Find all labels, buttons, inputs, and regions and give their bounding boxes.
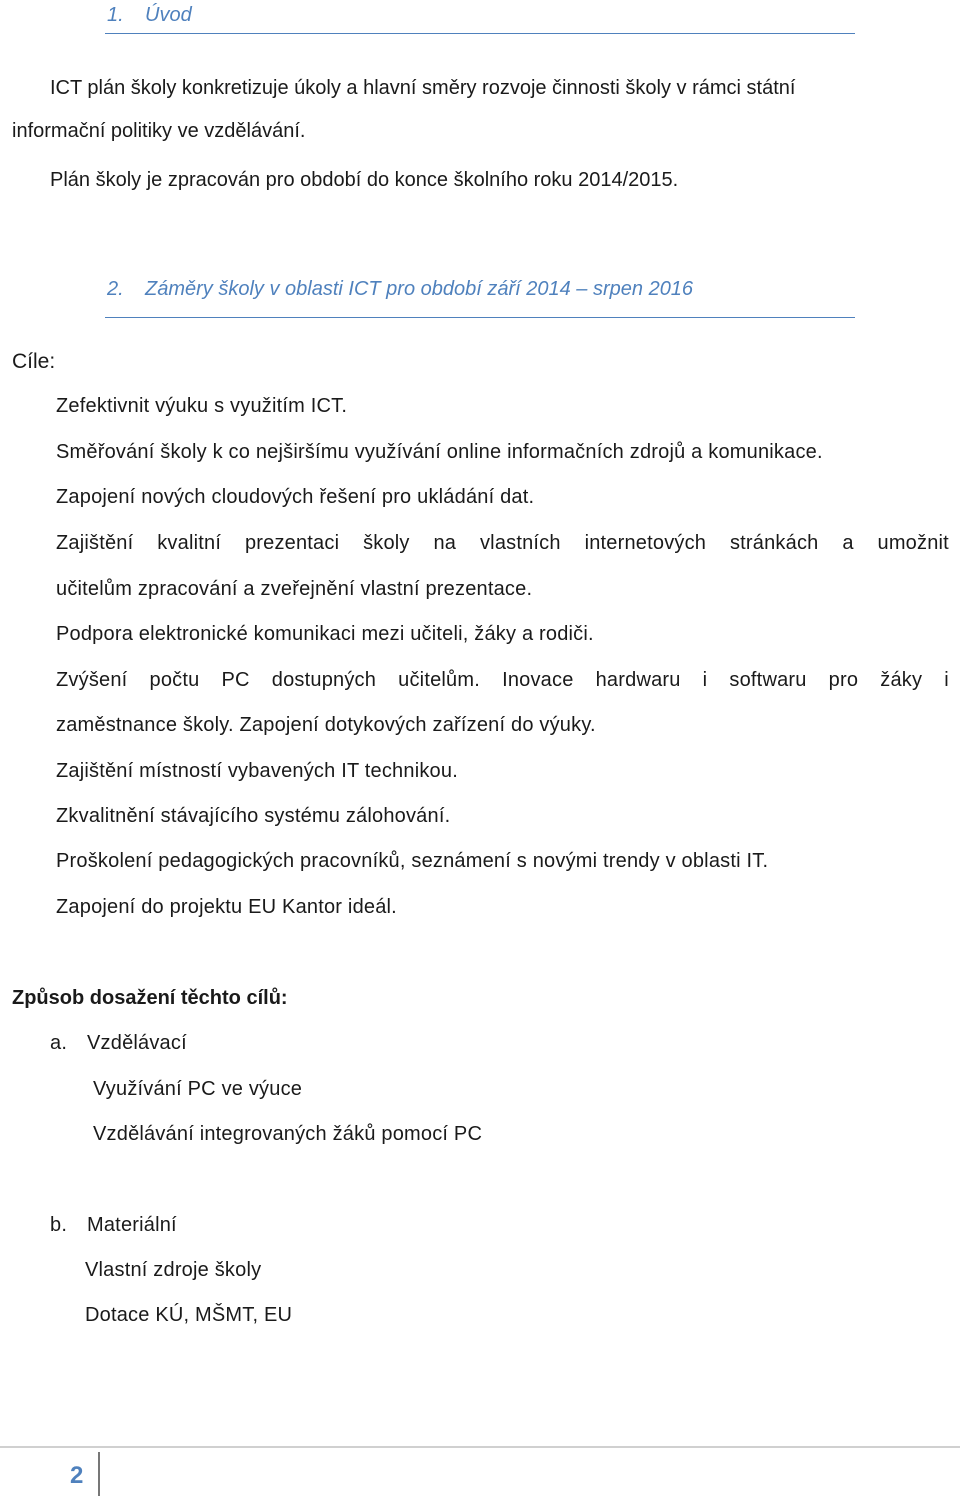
word: Zajištění [56, 532, 134, 554]
word: internetových [584, 532, 707, 554]
goal-item-justified [56, 532, 949, 555]
goal-item: Zkvalitnění stávajícího systému zálohování. [56, 805, 451, 827]
goal-item-justified [56, 669, 949, 692]
goal-item: Zapojení do projektu EU Kantor ideál. [56, 896, 397, 918]
word: hardwaru [595, 669, 681, 691]
word: počtu [149, 669, 200, 691]
methods-heading: Způsob dosažení těchto cílů: [12, 987, 288, 1009]
section-1-heading [105, 4, 855, 34]
method-a-title: Vzdělávací [87, 1032, 187, 1054]
word: umožnit [877, 532, 949, 554]
word: softwaru [729, 669, 807, 691]
word: stránkách [729, 532, 819, 554]
word: Inovace [502, 669, 574, 691]
section-1-number: 1. [107, 4, 124, 26]
word: i [944, 669, 949, 691]
goal-item-continuation: učitelům zpracování a zveřejnění vlastní prezentace. [56, 578, 533, 600]
goal-item: Směřování školy k co nejširšímu využívání online informačních zdrojů a komunikace. [56, 441, 823, 463]
method-b-item: Vlastní zdroje školy [85, 1259, 262, 1281]
intro-paragraph-2: Plán školy je zpracován pro období do konce školního roku 2014/2015. [50, 169, 679, 191]
word: PC [221, 669, 250, 691]
word: a [842, 532, 854, 554]
goal-item-continuation: zaměstnance školy. Zapojení dotykových zařízení do výuky. [56, 714, 596, 736]
word: prezentaci [244, 532, 340, 554]
goals-heading: Cíle: [12, 350, 56, 373]
word: učitelům. [398, 669, 480, 691]
word: pro [828, 669, 859, 691]
method-b-label: b. [50, 1214, 68, 1236]
method-b-title: Materiální [87, 1214, 177, 1236]
section-2-heading [105, 278, 855, 318]
word: žáky [880, 669, 923, 691]
section-2-number: 2. [107, 278, 124, 300]
section-2-title: Záměry školy v oblasti ICT pro období září 2014 – srpen 2016 [145, 278, 694, 300]
page-number: 2 [70, 1462, 84, 1489]
section-1-rule [105, 33, 855, 34]
word: kvalitní [157, 532, 222, 554]
word: vlastních [479, 532, 561, 554]
method-a-item: Vzdělávání integrovaných žáků pomocí PC [93, 1123, 483, 1145]
word: i [702, 669, 708, 691]
goal-item: Proškolení pedagogických pracovníků, seznámení s novými trendy v oblasti IT. [56, 850, 769, 872]
word: na [433, 532, 457, 554]
footer-rule [0, 1446, 960, 1448]
word: Zvýšení [56, 669, 128, 691]
page-number-divider [98, 1452, 100, 1496]
goal-item: Zapojení nových cloudových řešení pro ukládání dat. [56, 486, 535, 508]
section-1-title: Úvod [145, 4, 192, 26]
goal-item: Podpora elektronické komunikaci mezi učiteli, žáky a rodiči. [56, 623, 594, 645]
word: školy [363, 532, 410, 554]
method-a-item: Využívání PC ve výuce [93, 1078, 303, 1100]
method-b-item: Dotace KÚ, MŠMT, EU [85, 1304, 293, 1326]
intro-line-2: informační politiky ve vzdělávání. [12, 120, 306, 142]
goal-item: Zefektivnit výuku s využitím ICT. [56, 395, 348, 417]
word: dostupných [271, 669, 377, 691]
method-a-label: a. [50, 1032, 68, 1054]
goal-item: Zajištění místností vybavených IT technikou. [56, 760, 458, 782]
intro-line-1: ICT plán školy konkretizuje úkoly a hlavní směry rozvoje činnosti školy v rámci státní [50, 77, 796, 99]
section-2-rule [105, 317, 855, 318]
